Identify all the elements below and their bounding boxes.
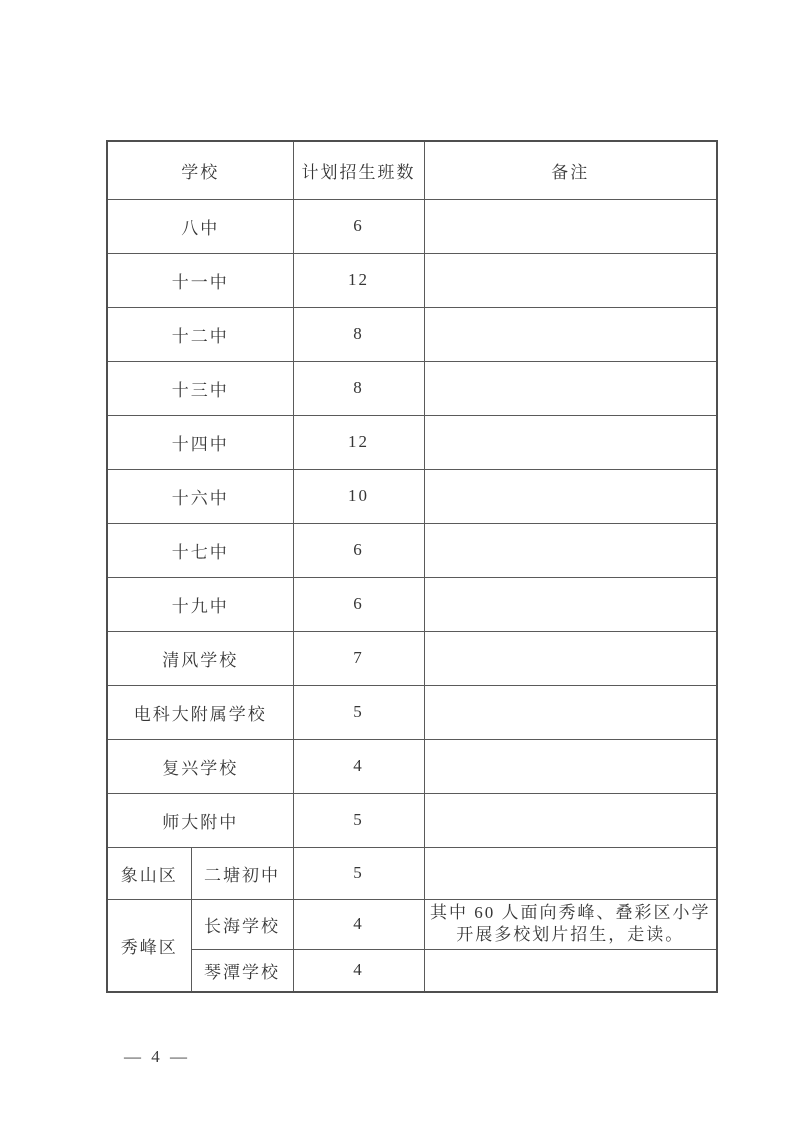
table-row (107, 577, 717, 631)
table-header-row (107, 141, 717, 199)
school-cell: 复兴学校 (107, 739, 293, 793)
table-row (107, 469, 717, 523)
school-cell: 电科大附属学校 (107, 685, 293, 739)
school-cell: 十九中 (107, 577, 293, 631)
header-remark: 备注 (424, 141, 717, 199)
table-row (107, 631, 717, 685)
classes-cell: 10 (293, 469, 424, 523)
school-cell: 十四中 (107, 415, 293, 469)
classes-cell: 4 (293, 899, 424, 949)
table-row (107, 949, 717, 992)
classes-cell: 5 (293, 793, 424, 847)
table-row (107, 415, 717, 469)
header-school: 学校 (107, 141, 293, 199)
table-row (107, 847, 717, 899)
classes-cell: 6 (293, 199, 424, 253)
remark-cell (424, 739, 717, 793)
school-cell: 清风学校 (107, 631, 293, 685)
table-row (107, 739, 717, 793)
remark-cell (424, 469, 717, 523)
remark-cell (424, 199, 717, 253)
table-row (107, 685, 717, 739)
remark-cell (424, 847, 717, 899)
table-row (107, 793, 717, 847)
table-row (107, 523, 717, 577)
school-cell: 八中 (107, 199, 293, 253)
school-cell: 十七中 (107, 523, 293, 577)
classes-cell: 5 (293, 847, 424, 899)
remark-cell (424, 523, 717, 577)
classes-cell: 12 (293, 415, 424, 469)
classes-cell: 8 (293, 361, 424, 415)
remark-cell (424, 685, 717, 739)
classes-cell: 4 (293, 739, 424, 793)
school-cell: 二塘初中 (191, 847, 293, 899)
school-cell: 十六中 (107, 469, 293, 523)
classes-cell: 6 (293, 523, 424, 577)
remark-cell: 其中 60 人面向秀峰、叠彩区小学开展多校划片招生，走读。 (424, 899, 717, 949)
remark-cell (424, 361, 717, 415)
classes-cell: 4 (293, 949, 424, 992)
district-cell: 秀峰区 (107, 899, 191, 992)
school-cell: 琴潭学校 (191, 949, 293, 992)
remark-cell (424, 631, 717, 685)
remark-cell (424, 577, 717, 631)
table-row (107, 199, 717, 253)
classes-cell: 5 (293, 685, 424, 739)
remark-cell (424, 415, 717, 469)
school-cell: 十一中 (107, 253, 293, 307)
remark-cell (424, 307, 717, 361)
district-cell: 象山区 (107, 847, 191, 899)
remark-cell (424, 949, 717, 992)
table-row (107, 899, 717, 949)
classes-cell: 7 (293, 631, 424, 685)
table-row (107, 361, 717, 415)
classes-cell: 6 (293, 577, 424, 631)
remark-cell (424, 253, 717, 307)
remark-cell (424, 793, 717, 847)
table-row (107, 307, 717, 361)
classes-cell: 12 (293, 253, 424, 307)
table-row (107, 253, 717, 307)
school-cell: 十三中 (107, 361, 293, 415)
header-classes: 计划招生班数 (293, 141, 424, 199)
school-cell: 长海学校 (191, 899, 293, 949)
school-cell: 师大附中 (107, 793, 293, 847)
school-cell: 十二中 (107, 307, 293, 361)
page-number: — 4 — (124, 1047, 190, 1066)
enrollment-table (106, 140, 718, 993)
classes-cell: 8 (293, 307, 424, 361)
